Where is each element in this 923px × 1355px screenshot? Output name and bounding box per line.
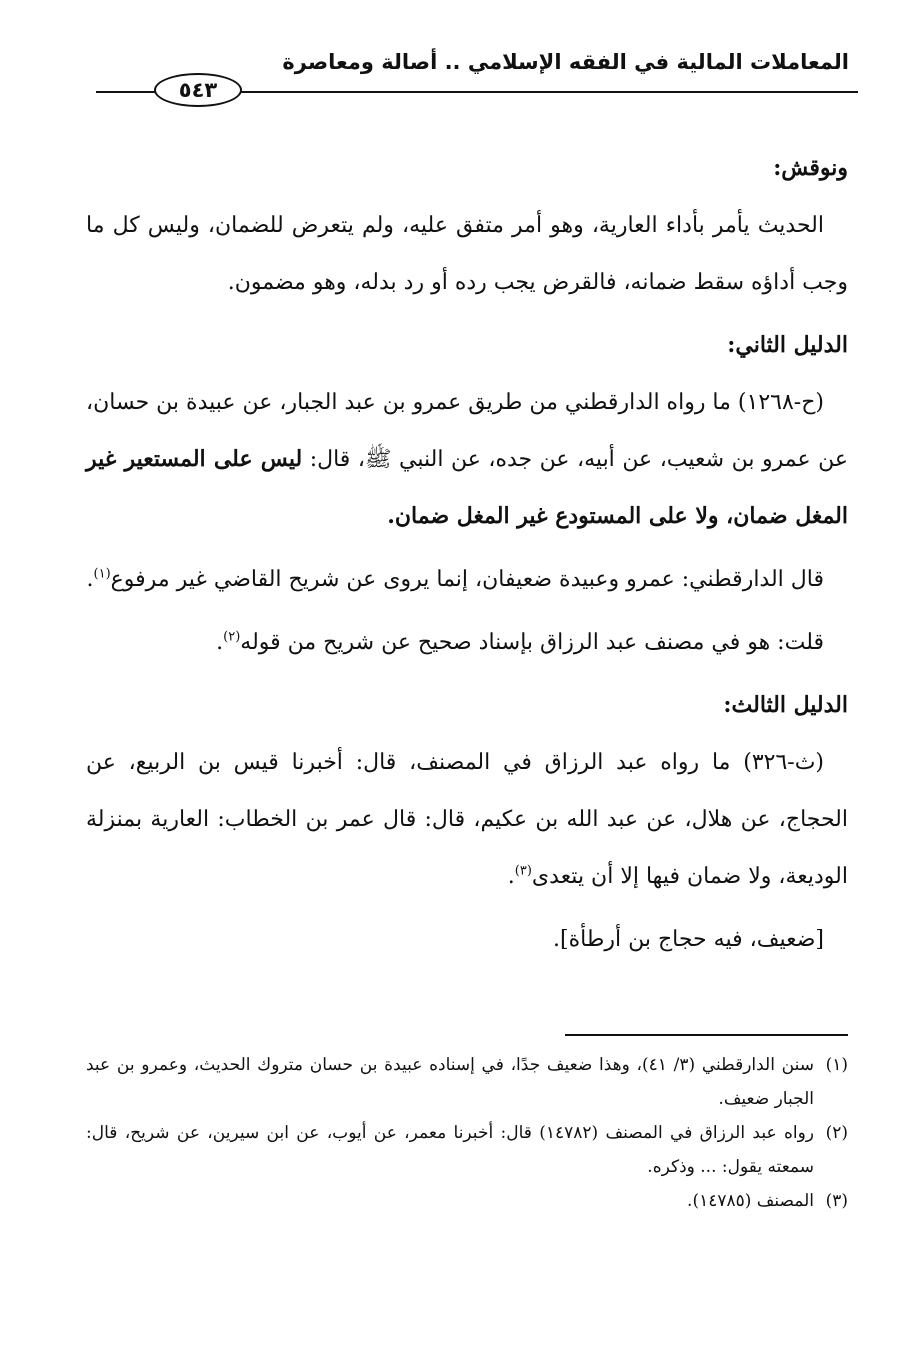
footnote-text: رواه عبد الرزاق في المصنف (١٤٧٨٢) قال: أخبرنا معمر، عن أيوب، عن ابن سيرين، عن شريح، قال: سمعته يقول: ... وذكره. xyxy=(86,1123,814,1177)
running-title: المعاملات المالية في الفقه الإسلامي .. أصالة ومعاصرة xyxy=(282,50,849,74)
heading-third-evidence: الدليل الثالث: xyxy=(723,692,848,718)
footnote-text: المصنف (١٤٧٨٥). xyxy=(687,1191,814,1211)
paragraph-objection: الحديث يأمر بأداء العارية، وهو أمر متفق عليه، ولم يتعرض للضمان، وليس كل ما وجب أداؤه سقط ضمانه، فالقرض يجب رده أو رد بدله، وهو مضمون. xyxy=(86,213,848,295)
paragraph-athar: (ث-٣٢٦) ما رواه عبد الرزاق في المصنف، قال: أخبرنا قيس بن الربيع، عن الحجاج، عن هلال، عن عبد الله بن عكيم، قال: قال عمر بن الخطاب: العارية بمنزلة الوديعة، ولا ضمان فيها إلا أن يتعدى$^{(٣)}$. xyxy=(86,750,848,889)
footnote-item xyxy=(86,1184,848,1218)
footnote-item xyxy=(86,1116,848,1184)
hadith-text: ليس على المستعير غير المغل ضمان، ولا على المستودع غير المغل ضمان. xyxy=(86,446,848,529)
footnote-rule xyxy=(565,1034,848,1036)
footnote-text: سنن الدارقطني (٣/ ٤١)، وهذا ضعيف جدًا، في إسناده عبيدة بن حسان متروك الحديث، وعمرو بن عبد الجبار ضعيف. xyxy=(86,1055,814,1109)
footnotes xyxy=(86,1048,848,1218)
paragraph-daraqutni: قال الدارقطني: عمرو وعبيدة ضعيفان، إنما يروى عن شريح القاضي غير مرفوع$^{(١)}$. xyxy=(86,566,824,592)
paragraph-grading: [ضعيف، فيه حجاج بن أرطأة]. xyxy=(553,927,824,952)
paragraph-comment: قلت: هو في مصنف عبد الرزاق بإسناد صحيح عن شريح من قوله$^{(٢)}$. xyxy=(216,629,824,655)
footnote-number: (١) xyxy=(825,1055,848,1075)
footnote-ref-3: (٣) xyxy=(514,863,532,879)
athar-text: (ث-٣٢٦) ما رواه عبد الرزاق في المصنف، قال: أخبرنا قيس بن الربيع، عن الحجاج، عن هلال، عن عبد الله بن عكيم، قال: قال عمر بن الخطاب: العارية بمنزلة الوديعة، ولا ضمان فيها إلا أن يتعدى xyxy=(86,750,848,889)
page-number-badge: ٥٤٣ xyxy=(154,73,242,107)
heading-second-evidence: الدليل الثاني: xyxy=(727,332,848,358)
footnote-item xyxy=(86,1048,848,1116)
footnote-number: (٢) xyxy=(825,1123,848,1143)
hadith-chain: (ح-١٢٦٨) ما رواه الدارقطني من طريق عمرو بن عبد الجبار، عن عبيدة بن حسان، عن عمرو بن شعيب، عن أبيه، عن جده، عن النبي ﷺ، قال: xyxy=(86,390,848,472)
footnote-ref-2: (٢) xyxy=(223,629,241,645)
footnote-number: (٣) xyxy=(825,1191,848,1211)
daraqutni-text: قال الدارقطني: عمرو وعبيدة ضعيفان، إنما يروى عن شريح القاضي غير مرفوع xyxy=(110,567,824,592)
comment-text: قلت: هو في مصنف عبد الرزاق بإسناد صحيح عن شريح من قوله xyxy=(240,630,824,655)
main-text xyxy=(86,140,848,968)
paragraph-hadith xyxy=(86,374,848,545)
footnote-ref-1: (١) xyxy=(93,566,111,582)
heading-objection: ونوقش: xyxy=(773,155,848,181)
